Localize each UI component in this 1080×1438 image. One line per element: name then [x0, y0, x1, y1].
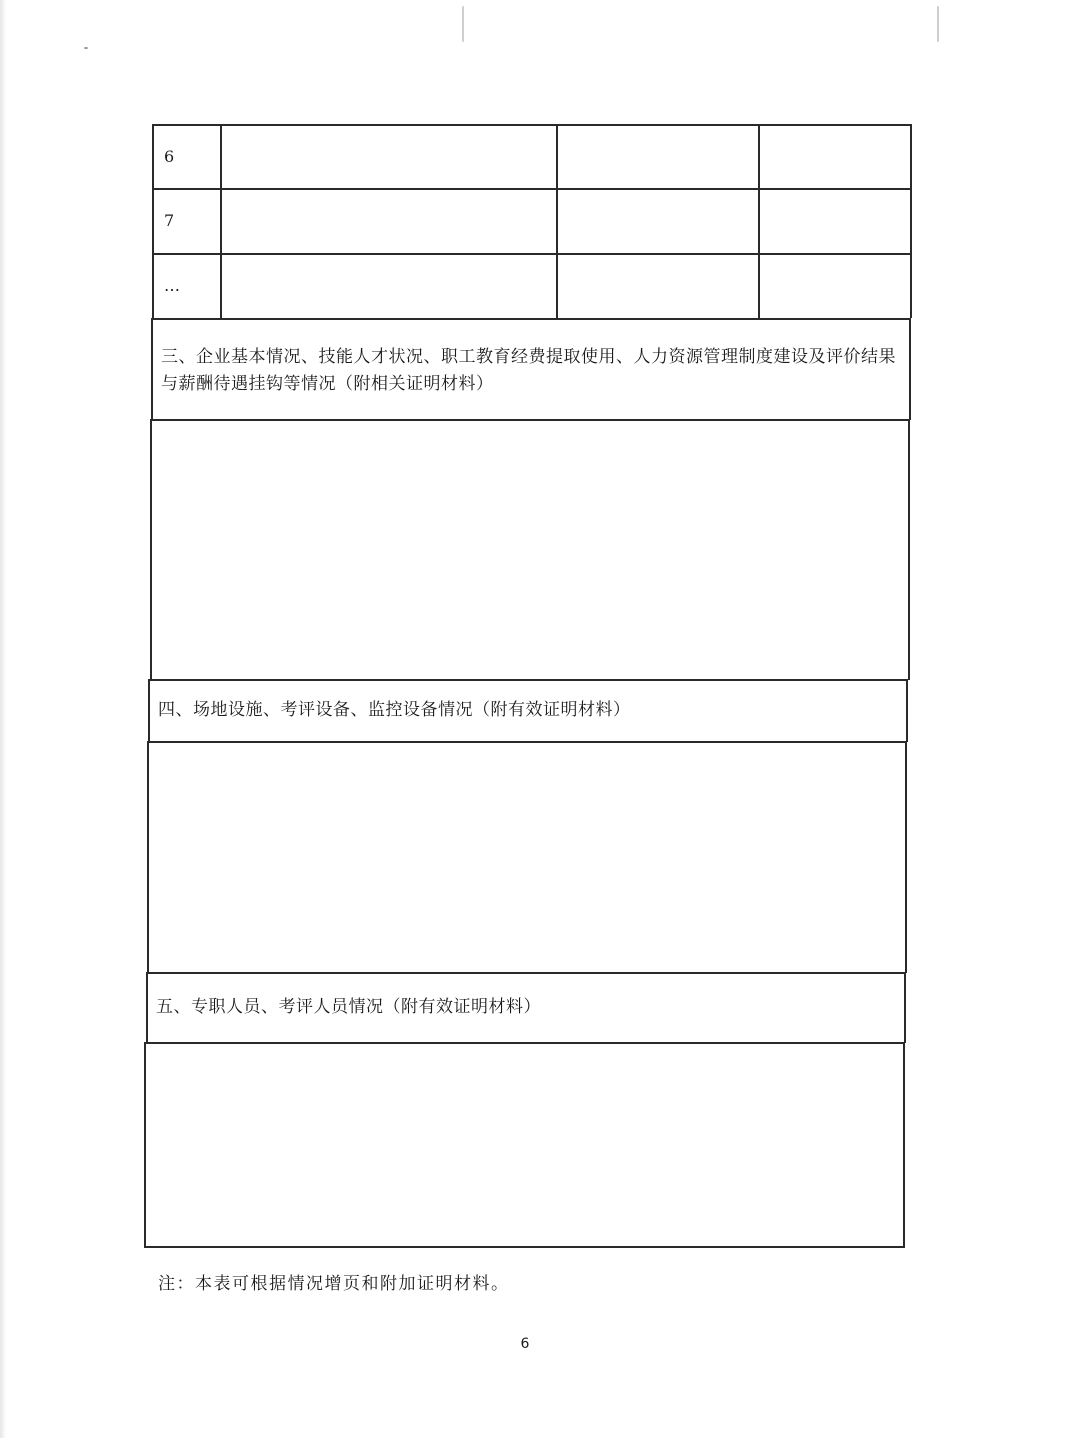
table-bottom-border — [144, 1246, 905, 1248]
table-cell — [556, 190, 758, 253]
table-row — [152, 188, 912, 253]
table-cell — [758, 126, 910, 189]
section-4-title: 四、场地设施、考评设备、监控设备情况（附有效证明材料） — [158, 700, 631, 720]
section-5-header — [146, 972, 906, 1043]
table-cell — [556, 126, 758, 189]
section-3-title: 三、企业基本情况、技能人才状况、职工教育经费提取使用、人力资源管理制度建设及评价结果与薪酬待遇挂钩等情况（附相关证明材料） — [161, 347, 896, 394]
section-4-header — [148, 679, 908, 742]
section-4-content — [147, 741, 907, 973]
table-row — [152, 253, 912, 318]
table-cell — [758, 255, 910, 318]
table-cell — [220, 190, 556, 253]
scan-speck — [84, 47, 88, 49]
table-cell — [220, 126, 556, 189]
scan-speck — [462, 6, 464, 42]
table-cell — [556, 255, 758, 318]
footnote: 注：本表可根据情况增页和附加证明材料。 — [158, 1274, 510, 1294]
section-3-header — [151, 318, 911, 420]
section-5-title: 五、专职人员、考评人员情况（附有效证明材料） — [156, 997, 541, 1017]
page-number: 6 — [520, 1336, 530, 1352]
row-number: … — [164, 276, 180, 295]
section-5-content — [144, 1042, 905, 1248]
row-number: 6 — [164, 147, 175, 166]
table-row — [152, 124, 912, 189]
section-3-content — [150, 419, 910, 680]
row-number: 7 — [164, 211, 175, 230]
table-cell — [758, 190, 910, 253]
table-cell — [220, 255, 556, 318]
scan-edge — [0, 0, 6, 1438]
scan-speck — [937, 6, 939, 42]
